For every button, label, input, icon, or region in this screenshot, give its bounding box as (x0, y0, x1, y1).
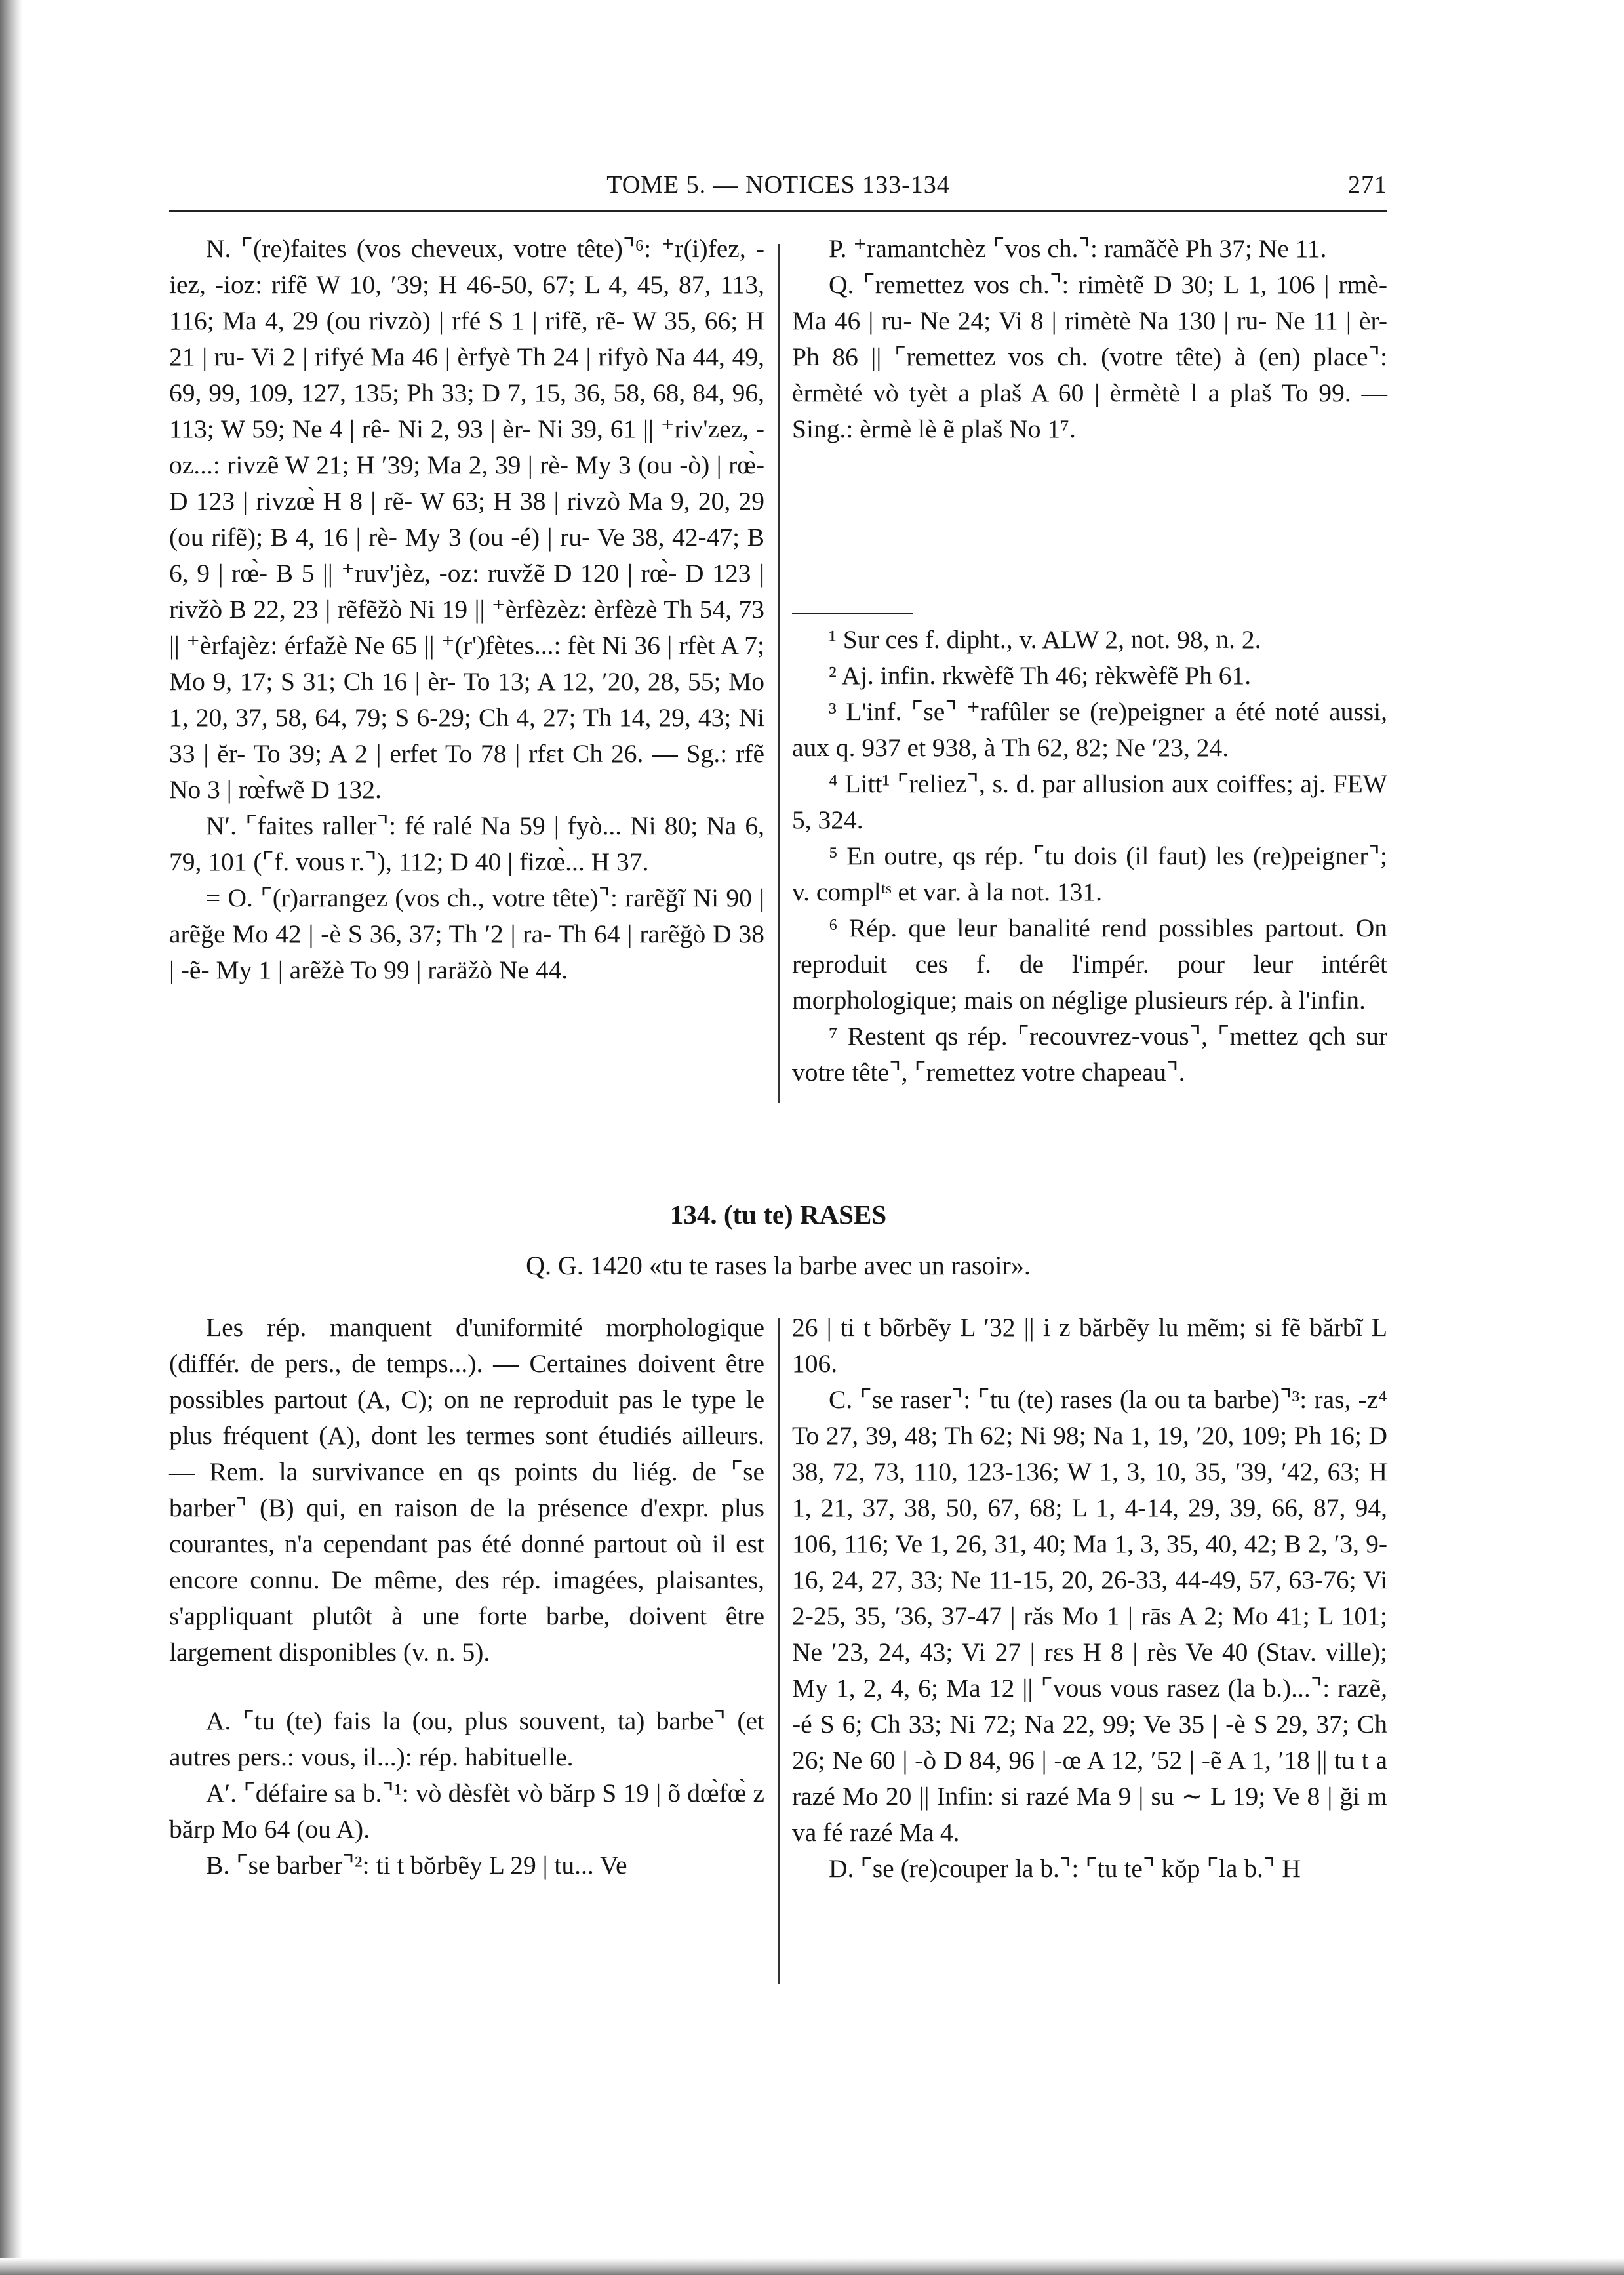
footnote-1: ¹ Sur ces f. dipht., v. ALW 2, not. 98, n. 2. (829, 625, 1261, 654)
scan-edge-left (0, 0, 22, 2275)
column-divider-top (778, 244, 780, 1103)
notice-134-left-column (169, 1310, 764, 1883)
section-subtitle: Q. G. 1420 «tu te rases la barbe avec un rasoir». (526, 1251, 1031, 1280)
footnote-3: ³ L'inf. ⌜se⌝ ⁺rafûler se (re)peigner a été noté aussi, aux q. 937 et 938, à Th 62, 82; Ne ′23, 24. (792, 697, 1387, 762)
footnote-4: ⁴ Litt¹ ⌜reliez⌝, s. d. par allusion aux coiffes; aj. FEW 5, 324. (792, 769, 1387, 834)
paragraph-a-prime: A′. ⌜défaire sa b.⌝¹: vò dèsfèt vò bărp S 19 | õ dœ̀fœ̀ z bărp Mo 64 (ou A). (169, 1779, 764, 1843)
footnote-6: ⁶ Rép. que leur banalité rend possibles partout. On reproduit ces f. de l'impér. pour leur intérêt morphologique; mais on néglige plusieurs rép. à l'infin. (792, 914, 1387, 1015)
paragraph-c: C. ⌜se raser⌝: ⌜tu (te) rases (la ou ta barbe)⌝³: ras, -z⁴ To 27, 39, 48; Th 62; Ni 98; Na 1, 19, ′20, 109; Ph 16; D 38, 72, 73, 110, 123-136; W 1, 3, 10, 35, ′39, ′42, 63; H 1, 21, 37, 38, 50, 67, 68; L 1, 4-14, 29, 39, 66, 87, 94, 106, 116; Ve 1, 26, 31, 40; Ma 1, 3, 35, 40, 42; B 2, ′3, 9-16, 24, 27, 33; Ne 11-15, 20, 26-33, 44-49, 57, 63-76; Vi 2-25, 35, ′36, 37-47 | răs Mo 1 | rās A 2; Mo 41; L 101; Ne ′23, 24, 43; Vi 27 | rɛs H 8 | rès Ve 40 (Stav. ville); My 1, 2, 4, 6; Ma 12 || ⌜vous vous rasez (la b.)...⌝: razẽ, -é S 6; Ch 33; Ni 72; Na 22, 99; Ve 35 | -è S 29, 37; Ch 26; Ne 60 | -ò D 84, 96 | -œ A 12, ′52 | -ẽ A 1, ′18 || tu t a razé Mo 20 || Infin: si razé Ma 9 | su ∼ L 19; Ve 8 | ği m va fé razé Ma 4. (792, 1385, 1387, 1847)
header-rule (169, 210, 1387, 212)
paragraph-n: N. ⌜(re)faites (vos cheveux, votre tête)⌝⁶: ⁺r(i)fez, -iez, -ioz: rifẽ W 10, ′39; H 46-50, 67; L 4, 45, 87, 113, 116; Ma 4, 29 (ou rivzò) | rfé S 1 | rifẽ, rẽ- W 35, 66; H 21 | ru- Vi 2 | rifyé Ma 46 | èrfyè Th 24 | rifyò Na 44, 49, 69, 99, 109, 127, 135; Ph 33; D 7, 15, 36, 58, 68, 84, 96, 113; W 59; Ne 4 | rê- Ni 2, 93 | èr- Ni 39, 61 || ⁺riv'zez, -oz...: rivzẽ W 21; H ′39; Ma 2, 39 | rè- My 3 (ou -ò) | rœ̀- D 123 | rivzœ̀ H 8 | rẽ- W 63; H 38 | rivzò Ma 9, 20, 29 (ou rifẽ); B 4, 16 | rè- My 3 (ou -é) | ru- Ve 38, 42-47; B 6, 9 | rœ̀- B 5 || ⁺ruv'jèz, -oz: ruvžẽ D 120 | rœ̀- D 123 | rivžò B 22, 23 | rẽfẽžò Ni 19 || ⁺èrfèzèz: èrfèzè Th 54, 73 || ⁺èrfajèz: érfažè Ne 65 || ⁺(r')fètes...: fèt Ni 36 | rfèt A 7; Mo 9, 17; S 31; Ch 16 | èr- To 13; A 12, ′20, 28, 55; Mo 1, 20, 37, 58, 64, 79; S 6-29; Ch 4, 27; Th 14, 29, 43; Ni 33 | ĕr- To 39; A 2 | erfet To 78 | rfɛt Ch 26. — Sg.: rfẽ No 3 | rœ̀fwẽ D 132. (169, 234, 764, 804)
notice-134-right-column (792, 1310, 1387, 1887)
paragraph-intro: Les rép. manquent d'uniformité morphologique (différ. de pers., de temps...). — Certaines doivent être possibles partout (A, C); on ne reproduit pas le type le plus fréquent (A), dont les termes sont étudiés ailleurs. — Rem. la survivance en qs points du liég. de ⌜se barber⌝ (B) qui, en raison de la présence d'expr. plus courantes, n'a cependant pas été donné partout où il est encore connu. De même, des rép. imagées, plaisantes, s'appliquant plutôt à une forte barbe, doivent être largement disponibles (v. n. 5). (169, 1313, 764, 1666)
notice-133-right-column (792, 231, 1387, 447)
section-title: 134. (tu te) RASES (669, 1199, 887, 1230)
footnote-7: ⁷ Restent qs rép. ⌜recouvrez-vous⌝, ⌜mettez qch sur votre tête⌝, ⌜remettez votre chapeau⌝. (792, 1022, 1387, 1087)
footnote-rule (792, 613, 913, 614)
running-header (169, 171, 1387, 202)
paragraph-a: A. ⌜tu (te) fais la (ou, plus souvent, ta) barbe⌝ (et autres pers.: vous, il...): rép. habituelle. (169, 1706, 764, 1771)
paragraph-b-continued: 26 | ti t bõrbẽy L ′32 || i z bărbẽy lu mẽm; si fẽ bărbĩ L 106. (792, 1313, 1387, 1378)
paragraph-o: = O. ⌜(r)arrangez (vos ch., votre tête)⌝: rarẽğĩ Ni 90 | arẽğe Mo 42 | -è S 36, 37; Th ′2 | ra- Th 64 | rarẽğò D 38 | -ẽ- My 1 | arẽžè To 99 | raräžò Ne 44. (169, 883, 764, 984)
column-divider-bottom (778, 1318, 780, 1984)
page-number: 271 (1348, 171, 1387, 199)
paragraph-p: P. ⁺ramantchèz ⌜vos ch.⌝: ramãčè Ph 37; Ne 11. (829, 234, 1327, 263)
footnote-5: ⁵ En outre, qs rép. ⌜tu dois (il faut) les (re)peigner⌝; v. complᵗˢ et var. à la not. 131. (792, 841, 1387, 906)
footnotes (792, 622, 1387, 1091)
paragraph-q: Q. ⌜remettez vos ch.⌝: rimètẽ D 30; L 1, 106 | rmè- Ma 46 | ru- Ne 24; Vi 8 | rimètè Na 130 | ru- Ne 11 | èr- Ph 86 || ⌜remettez vos ch. (votre tête) à (en) place⌝: èrmèté vò tyèt a plaš A 60 | èrmètè l a plaš To 99. — Sing.: èrmè lè ẽ plaš No 1⁷. (792, 270, 1387, 443)
paragraph-b: B. ⌜se barber⌝²: ti t bŏrbẽy L 29 | tu... Ve (206, 1851, 627, 1880)
paragraph-d: D. ⌜se (re)couper la b.⌝: ⌜tu te⌝ kŏp ⌜la b.⌝ H (829, 1854, 1301, 1883)
footnote-2: ² Aj. infin. rkwèfẽ Th 46; rèkwèfẽ Ph 61. (829, 661, 1252, 690)
running-title: TOME 5. — NOTICES 133-134 (606, 171, 950, 199)
paragraph-n-prime: N′. ⌜faites raller⌝: fé ralé Na 59 | fyò... Ni 80; Na 6, 79, 101 (⌜f. vous r.⌝), 112; D 40 | fizœ̀... H 37. (169, 811, 764, 876)
scan-edge-bottom (0, 2258, 1624, 2275)
notice-133-left-column (169, 231, 764, 988)
